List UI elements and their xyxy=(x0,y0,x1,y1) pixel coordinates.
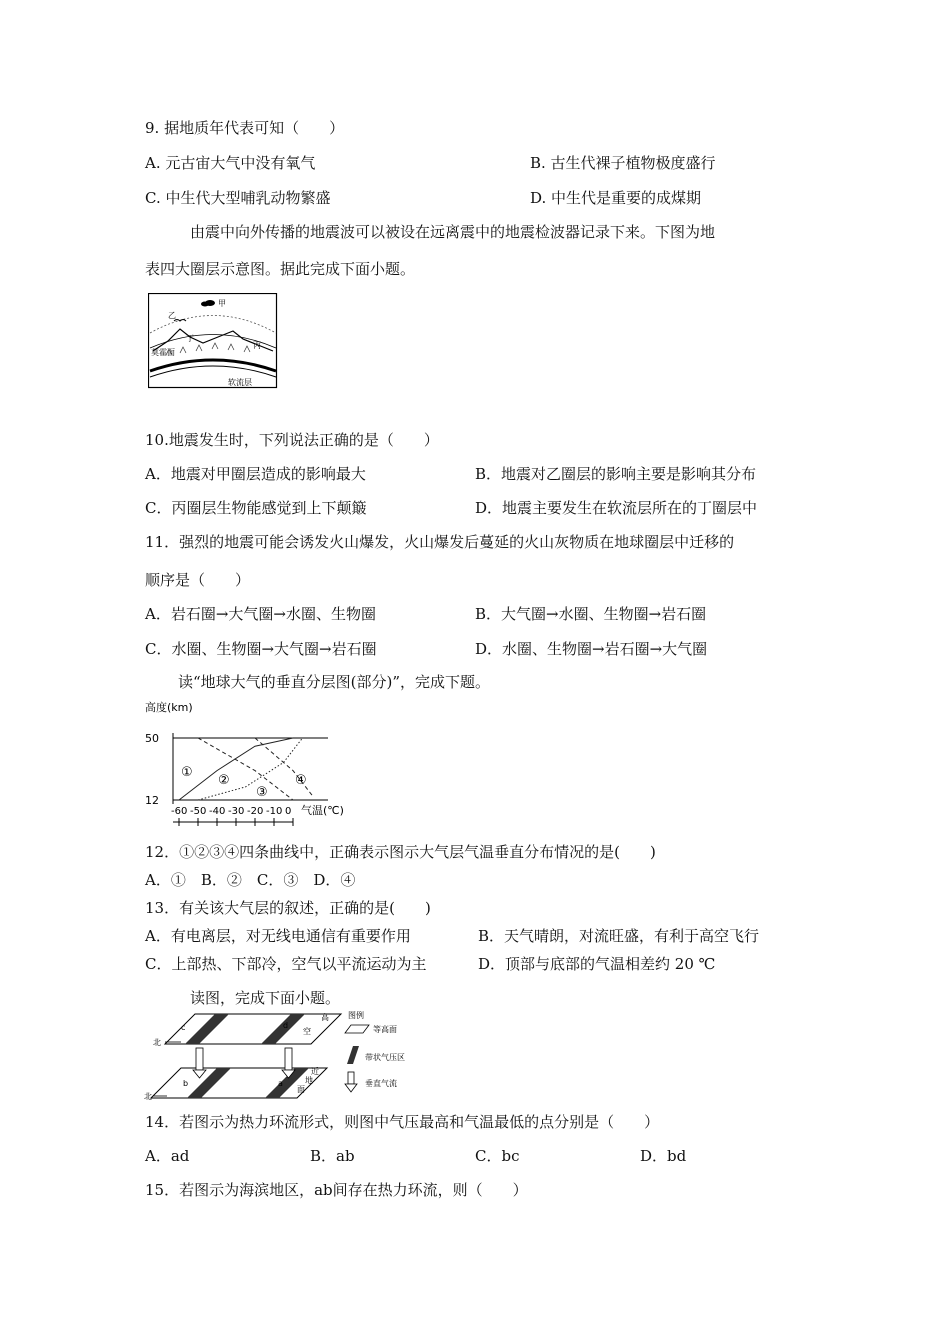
passage1-line1: 由震中向外传播的地震波可以被设在远离震中的地震检波器记录下来。下图为地 xyxy=(190,223,716,241)
curve-1 xyxy=(179,738,293,800)
q10-stem: 10.地震发生时，下列说法正确的是（ ） xyxy=(145,431,439,449)
label-yi: 乙 xyxy=(168,311,176,320)
label-moho: 莫霍面 xyxy=(151,348,175,357)
xtick-0: -60 xyxy=(171,806,188,817)
q14-option-a: A．ad xyxy=(145,1147,190,1165)
north-label-upper: 北 xyxy=(153,1038,161,1047)
q13-option-d: D．顶部与底部的气温相差约 20 ℃ xyxy=(478,955,716,973)
label-asthenosphere: 软流层 xyxy=(228,378,252,387)
legend-flow: 垂直气流 xyxy=(365,1079,397,1088)
atmosphere-chart xyxy=(143,698,373,828)
q14-option-d: D．bd xyxy=(640,1147,687,1165)
chart-xlabel: 气温(℃) xyxy=(301,804,344,817)
q10-option-c: C．丙圈层生物能感觉到上下颠簸 xyxy=(145,499,367,517)
q10-option-d: D．地震主要发生在软流层所在的丁圈层中 xyxy=(475,499,758,517)
q11-option-c: C．水圈、生物圈→大气圈→岩石圈 xyxy=(145,640,377,658)
q10-option-a: A．地震对甲圈层造成的影响最大 xyxy=(145,465,366,483)
legend-isobaric: 等高面 xyxy=(373,1025,397,1034)
curve-2 xyxy=(198,738,303,800)
q9-option-d: D. 中生代是重要的成煤期 xyxy=(530,189,702,207)
q12-options: A．① B．② C．③ D．④ xyxy=(145,871,356,889)
q13-stem: 13．有关该大气层的叙述，正确的是( ) xyxy=(145,899,431,917)
q14-option-b: B．ab xyxy=(310,1147,355,1165)
point-c: c xyxy=(181,1023,186,1032)
curve-label-2: ② xyxy=(218,773,230,788)
passage3: 读图，完成下面小题。 xyxy=(190,989,341,1007)
q9-stem: 9. 据地质年代表可知（ ） xyxy=(145,119,345,137)
q9-option-a: A. 元古宙大气中没有氧气 xyxy=(145,154,316,172)
earth-spheres-figure xyxy=(148,293,278,389)
label-jia: 甲 xyxy=(218,299,226,308)
ytick-50: 50 xyxy=(145,732,159,745)
xtick-2: -40 xyxy=(209,806,226,817)
q13-option-c: C．上部热、下部冷，空气以平流运动为主 xyxy=(145,955,427,973)
q10-option-b: B．地震对乙圈层的影响主要是影响其分布 xyxy=(475,465,757,483)
ytick-12: 12 xyxy=(145,794,159,807)
q11-stem-line2: 顺序是（ ） xyxy=(145,571,251,589)
label-bing: 丙 xyxy=(253,341,261,350)
north-label-lower: 北 xyxy=(144,1092,152,1101)
q11-stem-line1: 11．强烈的地震可能会诱发火山爆发，火山爆发后蔓延的火山灰物质在地球圈层中迁移的 xyxy=(145,533,735,551)
curve-label-1: ① xyxy=(181,765,193,780)
thermal-circulation-figure xyxy=(143,1008,433,1104)
q12-stem: 12．①②③④四条曲线中，正确表示图示大气层气温垂直分布情况的是( ) xyxy=(145,843,656,861)
q11-option-a: A．岩石圈→大气圈→水圈、生物圈 xyxy=(145,605,376,623)
passage2: 读“地球大气的垂直分层图(部分)”，完成下题。 xyxy=(178,673,491,691)
xtick-1: -50 xyxy=(190,806,207,817)
xtick-5: -10 xyxy=(266,806,283,817)
label-di: 地 xyxy=(305,1076,313,1085)
point-b: b xyxy=(183,1079,189,1088)
q9-option-c: C. 中生代大型哺乳动物繁盛 xyxy=(145,189,331,207)
curve-3 xyxy=(198,738,293,800)
legend-flow-swatch xyxy=(348,1072,354,1084)
legend-isobaric-swatch xyxy=(345,1025,369,1033)
q13-option-b: B．天气晴朗，对流旺盛，有利于高空飞行 xyxy=(478,927,760,945)
label-jin: 近 xyxy=(311,1067,319,1076)
q14-stem: 14．若图示为热力环流形式，则图中气压最高和气温最低的点分别是（ ） xyxy=(145,1113,660,1131)
curve-label-4: ④ xyxy=(295,773,307,788)
curve-label-3: ③ xyxy=(256,785,268,800)
q9-option-b: B. 古生代裸子植物极度盛行 xyxy=(530,154,716,172)
q11-option-d: D．水圈、生物圈→岩石圈→大气圈 xyxy=(475,640,708,658)
xtick-6: 0 xyxy=(285,806,292,817)
label-kong: 空 xyxy=(303,1027,311,1036)
label-ding: 丁 xyxy=(186,334,194,343)
point-a: a xyxy=(278,1079,283,1088)
xtick-4: -20 xyxy=(247,806,264,817)
chart-ylabel: 高度(km) xyxy=(145,701,193,714)
label-high: 高 xyxy=(321,1013,329,1022)
q15-stem: 15．若图示为海滨地区，ab间存在热力环流，则（ ） xyxy=(145,1181,528,1199)
legend-belt-swatch xyxy=(347,1046,359,1064)
q14-option-c: C．bc xyxy=(475,1147,520,1165)
q13-option-a: A．有电离层，对无线电通信有重要作用 xyxy=(145,927,411,945)
point-d: d xyxy=(283,1021,289,1030)
legend-belt: 带状气压区 xyxy=(365,1053,405,1062)
xtick-3: -30 xyxy=(228,806,245,817)
legend-title: 图例 xyxy=(348,1011,364,1020)
q11-option-b: B．大气圈→水圈、生物圈→岩石圈 xyxy=(475,605,707,623)
label-mian: 面 xyxy=(297,1085,305,1094)
passage1-line2: 表四大圈层示意图。据此完成下面小题。 xyxy=(145,260,416,278)
